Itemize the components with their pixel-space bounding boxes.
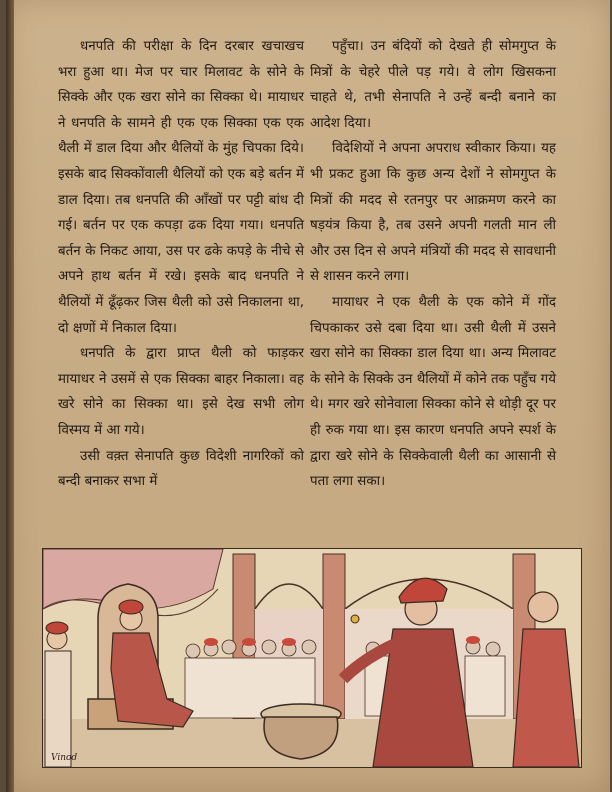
right-paragraph-3: मायाधर ने एक थैली के एक कोने में गोंद चिपकाकर उसे दबा दिया था। उसी थैली में उसने खरा सोने का सिक्का डाल दिया था। अन्य मिलावट के सोने के सिक्के उन थैलियों में कोने तक पहुँच गये थे। मगर खरे सोनेवाला सिक्का कोने से थोड़ी दूर पर ही रुक गया था। इस कारण धनपति अपने स्पर्श के द्वारा खरे सोने के सिक्केवाली थैली का आसानी से पता लगा सका। <box>310 294 556 490</box>
left-paragraph-3: उसी वक़्त सेनापति कुछ विदेशी नागरिकों को बन्दी बनाकर सभा में <box>58 448 304 490</box>
left-paragraph-1: धनपति की परीक्षा के दिन दरबार खचाखच भरा हुआ था। मेज पर चार मिलावट के सोने के सिक्के और एक खरा सोने का सिक्का थे। मायाधर ने धनपति के सामने ही एक एक सिक्का एक एक थैली में डाल दिया और थैलियों के मुंह चिपका दिये। इसके बाद सिक्कोंवाली थैलियों को एक बड़े बर्तन में डाल दिया। तब धनपति की आँखों पर पट्टी बांध दी गई। बर्तन पर एक कपड़ा ढक दिया गया। धनपति बर्तन के निकट आया, उस पर ढके कपड़े के नीचे से अपने हाथ बर्तन में रखे। इसके बाद धनपति ने थैलियों में ढूँढ़कर जिस थैली को उसे निकालना था, दो क्षणों में निकाल दिया। <box>58 39 304 336</box>
court-scene-drawing <box>43 549 581 767</box>
artist-signature: Vinod <box>51 753 78 763</box>
left-paragraph-2: धनपति के द्वारा प्राप्त थैली को फाड़कर मायाधर ने उसमें से एक सिक्का बाहर निकाला। वह खरे सोने का सिक्का था। इसे देख सभी लोग विस्मय में आ गये। <box>58 346 304 438</box>
pillar-2 <box>323 554 345 719</box>
right-paragraph-2: विदेशियों ने अपना अपराध स्वीकार किया। यह भी प्रकट हुआ कि कुछ अन्य देशों ने सोमगुप्त के मित्रों की मदद से रतनपुर पर आक्रमण करने का षड़यंत्र किया है, तब उसने अपनी गलती मान ली और उस दिन से अपने मंत्रियों की मदद से सावधानी से शासन करने लगा। <box>310 141 556 285</box>
gold-coin-icon <box>351 615 359 623</box>
page-spine-edge <box>6 0 14 792</box>
right-paragraph-1: पहुँचा। उन बंदियों को देखते ही सोमगुप्त के मित्रों के चेहरे पीले पड़ गये। वे लोग खिसकना चाहते थे, तभी सेनापति ने उन्हें बन्दी बनाने का आदेश दिया। <box>310 39 556 131</box>
left-text-column <box>58 34 304 495</box>
right-text-column <box>310 34 556 495</box>
court-scene-illustration <box>42 548 582 768</box>
comic-page <box>6 0 610 792</box>
guard-body <box>45 651 71 767</box>
courtier-head <box>528 592 558 622</box>
guard-turban <box>46 622 68 634</box>
king-turban <box>119 600 143 614</box>
